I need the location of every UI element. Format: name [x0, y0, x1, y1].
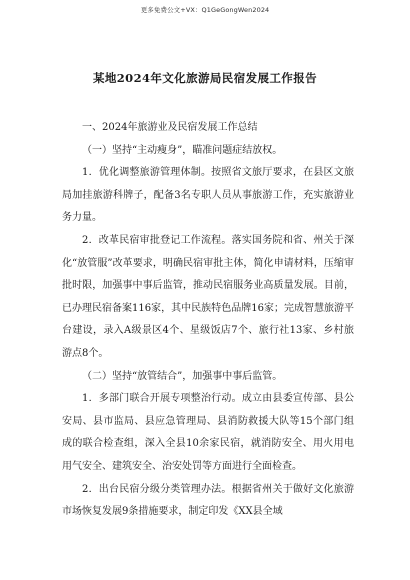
header-watermark: 更多免费公文+VX：Q1GeGongWen2024	[140, 6, 270, 14]
section-heading: 一、2024年旅游业及民宿发展工作总结	[82, 122, 258, 133]
document-body	[62, 117, 354, 524]
paragraph: 1．优化调整旅游管理体制。按照省文旅厅要求，在县区文旅局加挂旅游科牌子，配备3名专职人员从事旅游工作，充实旅游业务力量。	[62, 167, 354, 224]
document-title: 某地2024年文化旅游局民宿发展工作报告	[92, 71, 317, 85]
paragraph: 2．出台民宿分级分类管理办法。根据省州关于做好文化旅游市场恢复发展9条措施要求，制定印发《XX县全域	[62, 483, 354, 518]
subsection-heading: （二）坚持“放管结合”，加强事中事后监管。	[82, 370, 283, 382]
paragraph: 1．多部门联合开展专项整治行动。成立由县委宣传部、县公安局、县市监局、县应急管理局、县消防救援大队等15个部门组成的联合检查组，深入全县10余家民宿，就消防安全、用火用电用气安全、建筑安全、治安处罚等方面进行全面检查。	[62, 393, 354, 472]
paragraph: 2．改革民宿审批登记工作流程。落实国务院和省、州关于深化“放管服”改革要求，明确民宿审批主体，简化申请材料，压缩审批时限，加强事中事后监管，推动民宿服务业高质量发展。目前，已办理民宿备案116家，其中民族特色品牌16家；完成智慧旅游平台建设，录入A级景区4个、星级饭店7个、旅行社13家、乡村旅游点8个。	[62, 234, 354, 359]
subsection-heading: （一）坚持“主动瘦身”，瞄准问题症结放权。	[82, 144, 283, 156]
